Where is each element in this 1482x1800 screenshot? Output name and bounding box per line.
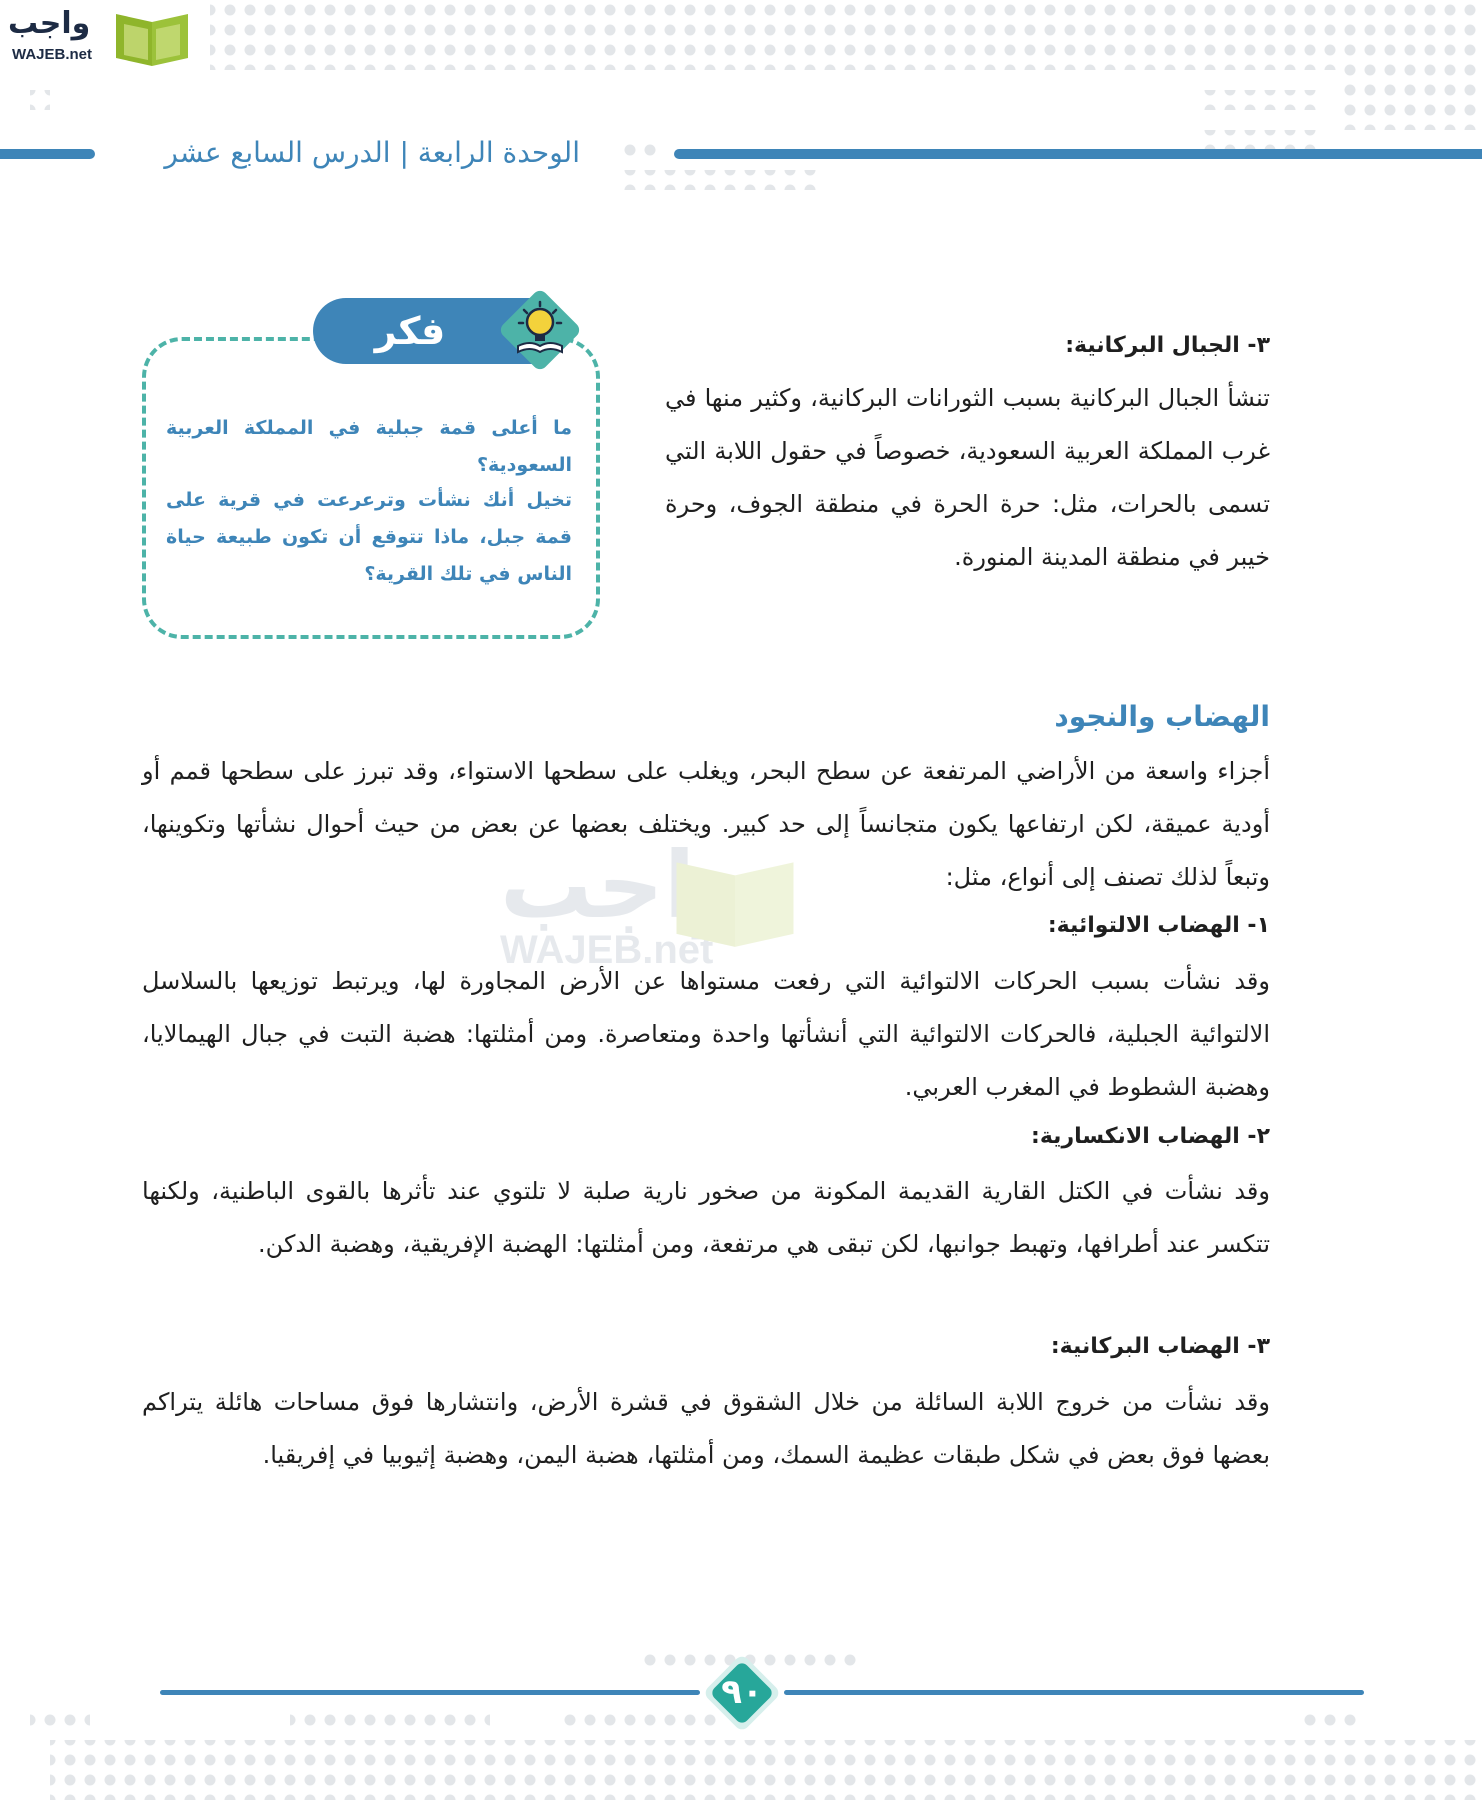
volcanic-mountains-text: تنشأ الجبال البركانية بسبب الثورانات البركانية، وكثير منها في غرب المملكة العربية السعودية، خصوصاً في حقول اللابة التي تسمى بالحرات، مثل: حرة الحرة في منطقة الجوف، وحرة خيبر في منطقة المدينة المنورة.: [665, 384, 1270, 571]
lesson-title: الوحدة الرابعة | الدرس السابع عشر: [164, 136, 580, 169]
plateaus-title: الهضاب والنجود: [1054, 700, 1270, 733]
wajeb-logo[interactable]: [8, 6, 193, 66]
header-bar-right: [674, 149, 1482, 159]
top-dot-pattern: [0, 0, 1482, 200]
logo-text-en: WAJEB.net: [12, 46, 93, 63]
watermark-text-en: WAJEB.net: [500, 928, 714, 972]
fault-plateaus-heading: ٢- الهضاب الانكسارية:: [1031, 1124, 1270, 1149]
plateaus-intro: أجزاء واسعة من الأراضي المرتفعة عن سطح البحر، ويغلب على سطحها الاستواء، وقد تبرز على سطحها قمم أو أودية عميقة، لكن ارتفاعها يكون متجانساً إلى حد كبير. ويختلف بعضها عن بعض من حيث أحوال نشأتها وتكوينها، وتبعاً لذلك تصنف إلى أنواع، مثل:: [142, 757, 1270, 891]
header-bar-left: [0, 149, 95, 159]
fold-plateaus-text: وقد نشأت بسبب الحركات الالتوائية التي رفعت مستواها عن الأرض المجاورة لها، ويرتبط توزيعها بالسلاسل الالتوائية الجبلية، فالحركات الالتوائية التي أنشأتها واحدة ومتعاصرة. ومن أمثلتها: هضبة التبت في جبال الهيمالايا، وهضبة الشطوط في المغرب العربي.: [142, 967, 1270, 1101]
volcanic-plateaus-text: وقد نشأت من خروج اللابة السائلة من خلال الشقوق في قشرة الأرض، وانتشارها فوق مساحات هائلة يتراكم بعضها فوق بعض في شكل طبقات عظيمة السمك، ومن أمثلتها، هضبة اليمن، وهضبة إثيوبيا في إفريقيا.: [142, 1388, 1270, 1469]
fold-plateaus-heading: ١- الهضاب الالتوائية:: [1047, 913, 1270, 938]
think-question-1: ما أعلى قمة جبلية في المملكة العربية السعودية؟: [166, 417, 572, 476]
fault-plateaus-text: وقد نشأت في الكتل القارية القديمة المكونة من صخور نارية صلبة لا تلتوي عند تأثرها بالقوى الباطنية، ولكنها تتكسر عند أطرافها، وتهبط جوانبها، لكن تبقى هي مرتفعة، ومن أمثلتها: الهضبة الإفريقية، وهضبة الدكن.: [142, 1177, 1270, 1258]
book-logo-icon: [112, 10, 192, 68]
volcanic-mountains-heading: ٣- الجبال البركانية:: [1065, 333, 1270, 358]
think-label: فكر: [374, 309, 446, 353]
page-number: ٩٠: [721, 1672, 763, 1712]
think-question-2: تخيل أنك نشأت وترعرعت في قرية على قمة جبل، ماذا تتوقع أن تكون طبيعة حياة الناس في تلك القرية؟: [166, 489, 572, 585]
footer-line-left: [160, 1690, 700, 1695]
volcanic-plateaus-heading: ٣- الهضاب البركانية:: [1050, 1334, 1270, 1359]
lightbulb-book-icon: [490, 280, 590, 380]
watermark-text-ar: واجب: [500, 832, 753, 939]
logo-text-ar: واجب: [8, 6, 91, 41]
footer-line-right: [784, 1690, 1364, 1695]
